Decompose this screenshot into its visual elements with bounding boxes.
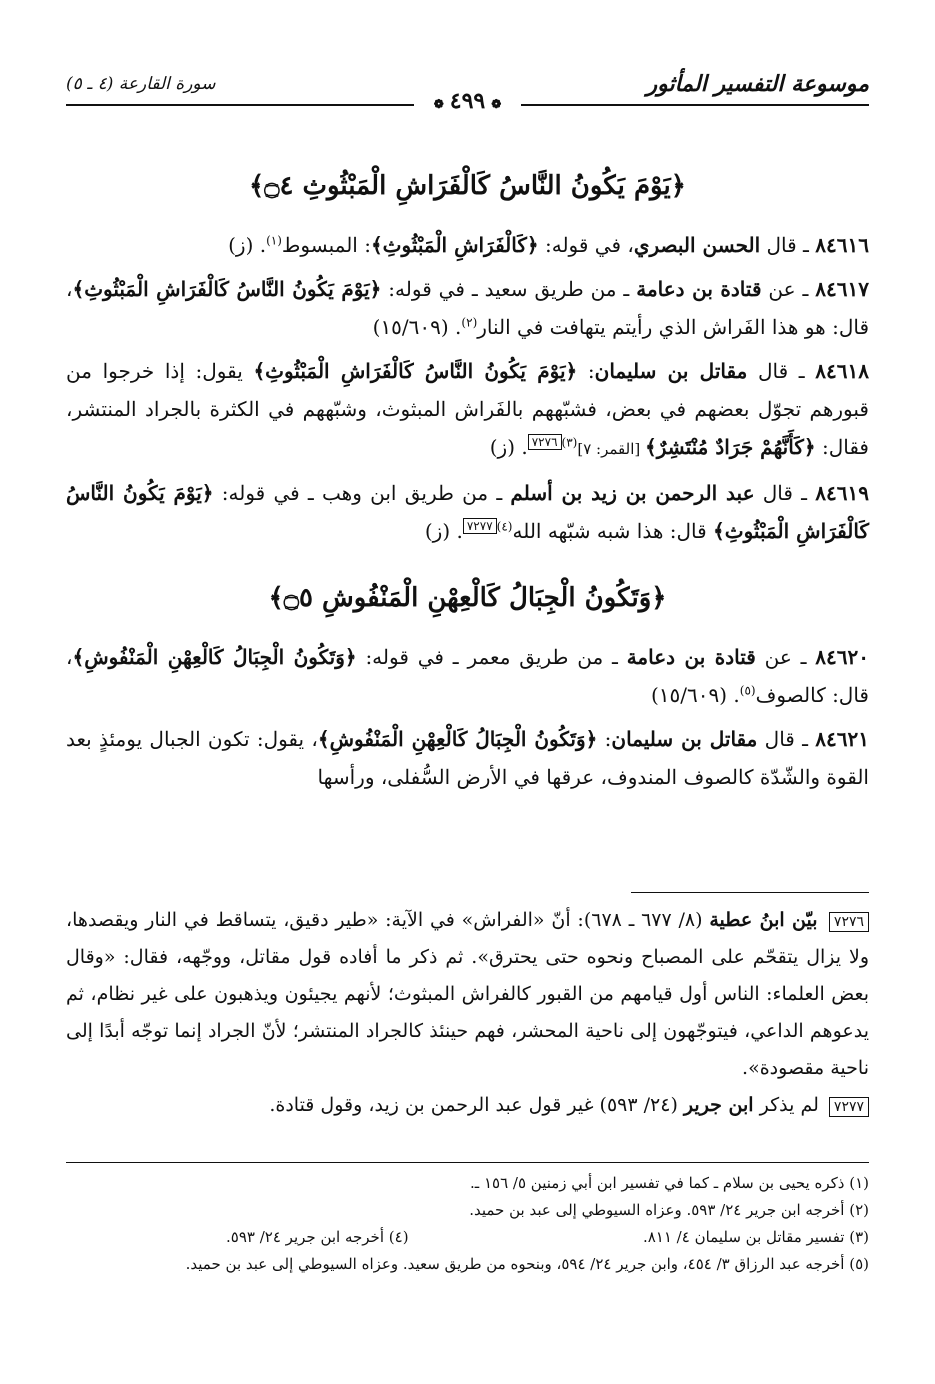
entry-text: . (١٥/٦٠٩) xyxy=(650,683,740,707)
entry-84620 xyxy=(66,638,869,714)
entry-text: : xyxy=(577,359,595,383)
entry-84621 xyxy=(66,720,869,796)
entry-text: : المبسوط xyxy=(281,233,371,257)
comment-text: لم يذكر xyxy=(753,1094,825,1116)
footnote-2: (٢) أخرجه ابن جرير ٢٤/ ٥٩٣. وعزاه السيوطي إلى عبد بن حميد. xyxy=(469,1201,869,1219)
entry-text: ، في قوله: xyxy=(538,233,634,257)
entry-text: ـ من طريق سعيد ـ في قوله: xyxy=(381,277,637,301)
entry-number: ٨٤٦١٨ xyxy=(815,359,869,383)
footnote-ref: (٥) xyxy=(739,683,756,698)
book-title: موسوعة التفسير المأثور xyxy=(646,71,869,97)
entry-text: قال: هذا شبه شبّهه الله xyxy=(512,519,714,543)
entry-text: يقول: إذا خرجوا من قبورهم تجوّل بعضهم في بعض، فشبّههم بالفَراش المبثوث، وشبّههم في الكثرة بالجراد المنتشر، فقال: xyxy=(66,359,869,459)
footnotes-section xyxy=(66,1170,869,1278)
comment-text: (٨/ ٦٧٧ ـ ٦٧٨): أنّ «الفراش» في الآية: «طير دقيق، يتساقط في النار ويقصدها، ولا يزال يتقحّم على المصباح ونحوه حتى يحترق». ثم ذكر ما أفاده قول مقاتل، ووجّهه، فقال: «وقال بعض العلماء: الناس أول قيامهم من القبور كالفراش المبثوث؛ لأنهم يجيئون ويذهبون على غير نظام، ثم يدعوهم الداعي، فيتوجّهون إلى ناحية المحشر، فهم حينئذ كالجراد المنتشر؛ لأنّ الجراد إنما توجّه أبدًا إلى ناحية مقصودة». xyxy=(66,909,869,1079)
quran-quote: ﴿وَتَكُونُ الْجِبَالُ كَالْعِهْنِ الْمَنْفُوشِ﴾ xyxy=(72,645,357,669)
entry-text: . (ز) xyxy=(424,519,463,543)
page-number: ❁ ٤٩٩ ❁ xyxy=(414,88,522,114)
comments-divider xyxy=(631,892,869,893)
entry-text: ، قال: هو هذا الفَراش الذي رأيتم يتهافت في النار xyxy=(66,277,869,339)
narrator-name: عبد الرحمن بن زيد بن أسلم xyxy=(510,481,755,505)
entry-text: ـ قال xyxy=(747,359,816,383)
main-content xyxy=(66,166,869,802)
entry-text: . (١٥/٦٠٩) xyxy=(372,315,462,339)
narrator-name: قتادة بن دعامة xyxy=(636,277,762,301)
scholar-name: ابن جرير xyxy=(683,1094,754,1116)
entry-text: ـ من طريق معمر ـ في قوله: xyxy=(356,645,627,669)
entry-number: ٨٤٦١٩ xyxy=(815,481,870,505)
entry-text: ـ قال xyxy=(754,481,816,505)
footnote-ref: (٢) xyxy=(461,315,478,330)
quran-quote: ﴿يَوْمَ يَكُونُ النَّاسُ كَالْفَرَاشِ الْمَبْثُوثِ﴾ xyxy=(253,359,578,383)
entry-number: ٨٤٦١٦ xyxy=(815,233,869,257)
quran-quote: ﴿يَوْمَ يَكُونُ النَّاسُ كَالْفَرَاشِ الْمَبْثُوثِ﴾ xyxy=(66,481,869,543)
narrator-name: مقاتل بن سليمان xyxy=(611,727,758,751)
entry-text: ـ قال xyxy=(757,727,816,751)
comment-marker-box: ٧٢٧٧ xyxy=(829,1097,869,1117)
quran-quote: ﴿وَتَكُونُ الْجِبَالُ كَالْعِهْنِ الْمَنْفُوشِ﴾ xyxy=(317,727,598,751)
entry-text: ، قال: كالصوف xyxy=(66,645,869,707)
quran-quote: ﴿كَأَنَّهُمْ جَرَادٌ مُنْتَشِرٌ﴾ xyxy=(644,435,816,459)
footnote-3: (٣) تفسير مقاتل بن سليمان ٤/ ٨١١. xyxy=(642,1228,869,1246)
quran-quote: ﴿يَوْمَ يَكُونُ النَّاسُ كَالْفَرَاشِ الْمَبْثُوثِ﴾ xyxy=(72,277,382,301)
comment-7277 xyxy=(66,1087,869,1124)
comment-marker-box: ٧٢٧٦ xyxy=(528,434,562,450)
entry-text: ـ عن xyxy=(755,645,816,669)
narrator-name: الحسن البصري xyxy=(633,233,761,257)
entry-text: . (ز) xyxy=(228,233,267,257)
surah-title: سورة القارعة (٤ ـ ٥) xyxy=(66,74,216,94)
entry-number: ٨٤٦١٧ xyxy=(815,277,870,301)
footnote-4: (٤) أخرجه ابن جرير ٢٤/ ٥٩٣. xyxy=(226,1228,409,1246)
footnote-5: (٥) أخرجه عبد الرزاق ٣/ ٤٥٤، وابن جرير ٢٤/ ٥٩٤، وبنحوه من طريق سعيد. وعزاه السيوطي إلى عبد بن حميد. xyxy=(185,1255,869,1273)
footnote-ref: (٣) xyxy=(561,435,578,450)
narrator-name: مقاتل بن سليمان xyxy=(594,359,748,383)
comment-marker-box: ٧٢٧٧ xyxy=(463,518,497,534)
entry-text: . (ز) xyxy=(489,435,528,459)
quran-quote: ﴿كَالْفَرَاشِ الْمَبْثُوثِ﴾ xyxy=(370,233,539,257)
entry-text: : xyxy=(597,727,612,751)
comment-marker-box: ٧٢٧٦ xyxy=(829,912,869,932)
quran-reference: [القمر: ٧] xyxy=(577,440,645,458)
entry-84619 xyxy=(66,474,869,550)
entry-number: ٨٤٦٢٠ xyxy=(815,645,869,669)
entry-text: ـ عن xyxy=(761,277,816,301)
page-number-wrap xyxy=(0,88,935,114)
entry-number: ٨٤٦٢١ xyxy=(815,727,869,751)
entry-84617 xyxy=(66,270,869,346)
verse-heading-4: ﴿يَوْمَ يَكُونُ النَّاسُ كَالْفَرَاشِ الْمَبْثُوثِ ۝٤﴾ xyxy=(249,171,686,201)
footnote-1: (١) ذكره يحيى بن سلام ـ كما في تفسير ابن أبي زمنين ٥/ ١٥٦ ـ. xyxy=(470,1174,869,1192)
entry-text: ـ قال xyxy=(760,233,816,257)
narrator-name: قتادة بن دعامة xyxy=(626,645,756,669)
comments-section xyxy=(66,902,869,1124)
entry-text: ، يقول: تكون الجبال يومئذٍ بعد القوة والشّدّة كالصوف المندوف، عرقها في الأرض السُّفلى، ورأسها xyxy=(66,727,869,789)
footnote-ref: (٤) xyxy=(496,519,513,534)
entry-84618 xyxy=(66,352,869,468)
comment-text: بيّن xyxy=(784,909,825,931)
comment-7276 xyxy=(66,902,869,1087)
entry-text: ـ من طريق ابن وهب ـ في قوله: xyxy=(213,481,511,505)
verse-heading-5: ﴿وَتَكُونُ الْجِبَالُ كَالْعِهْنِ الْمَنْفُوشِ ۝٥﴾ xyxy=(268,583,667,613)
footnotes-divider xyxy=(66,1162,869,1163)
footnote-row xyxy=(66,1224,869,1251)
footnote-ref: (١) xyxy=(266,233,282,248)
comment-text: (٢٤/ ٥٩٣) غير قول عبد الرحمن بن زيد، وقول قتادة. xyxy=(269,1094,684,1116)
entry-84616 xyxy=(66,226,869,264)
scholar-name: ابنُ عطية xyxy=(709,909,785,931)
